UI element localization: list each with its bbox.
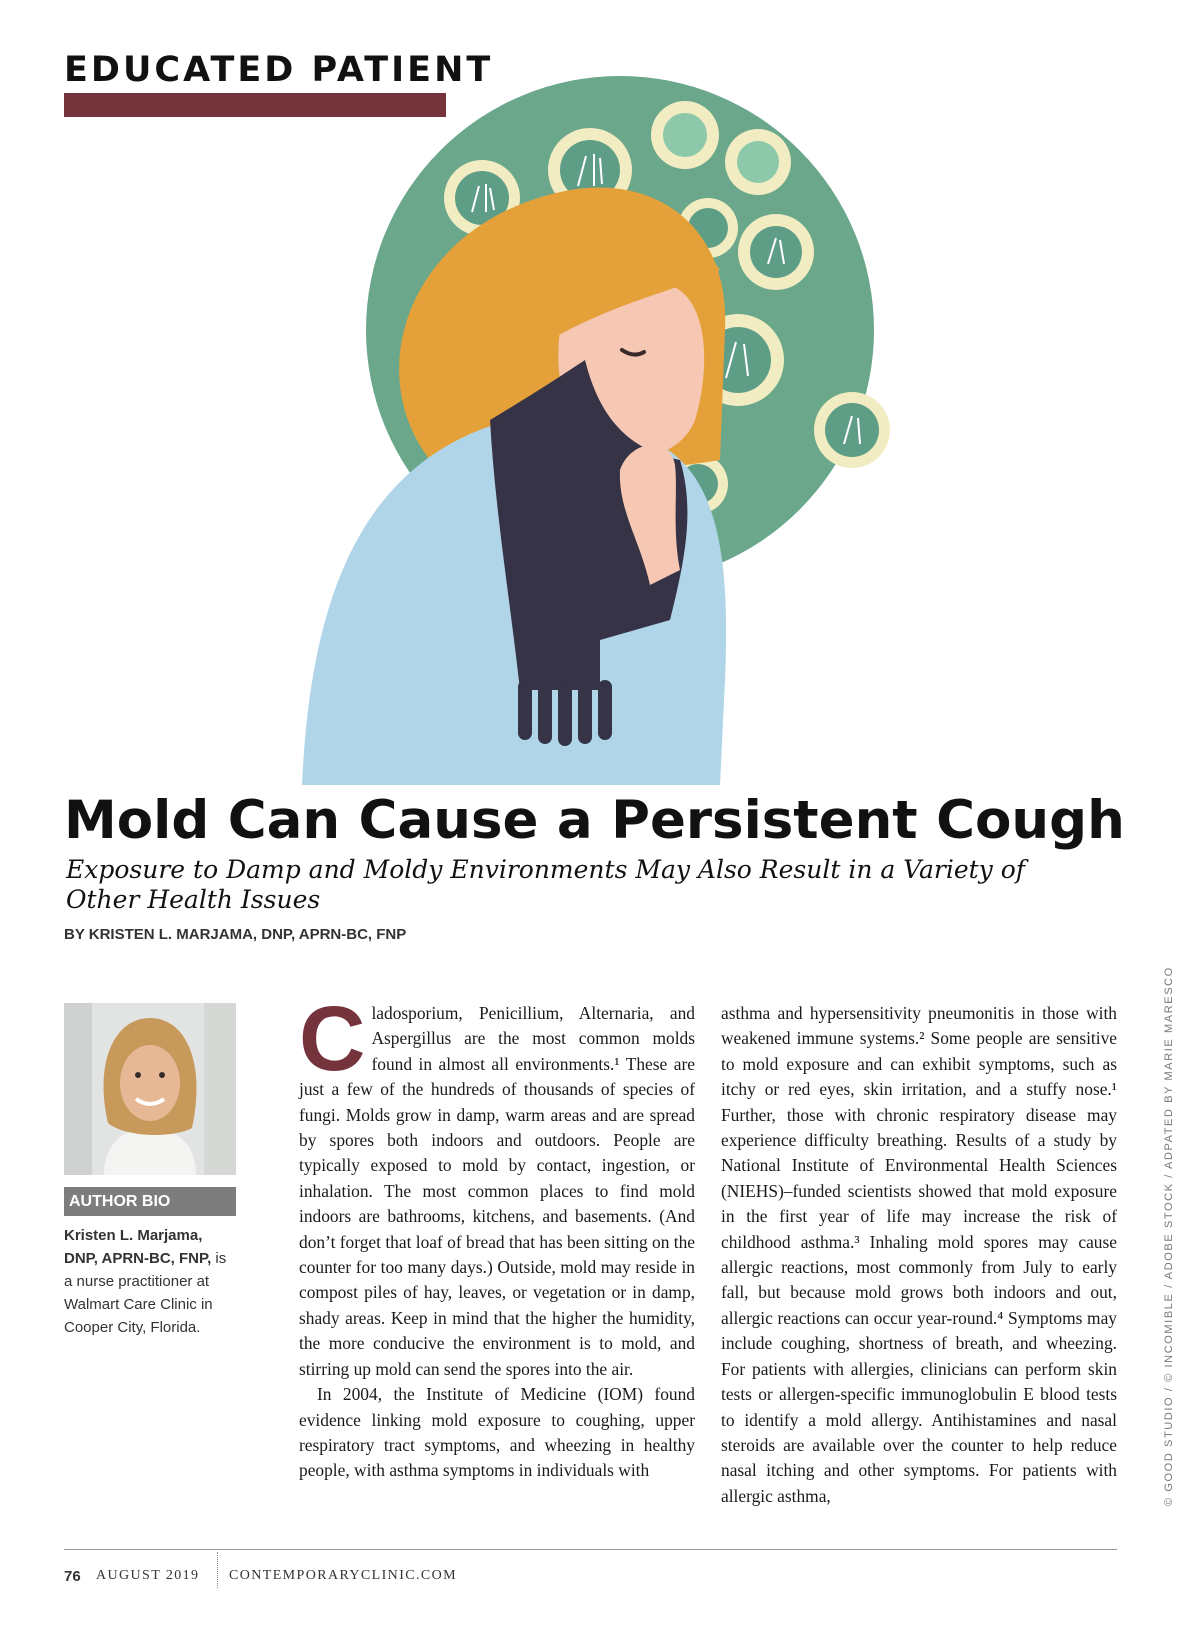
article-paragraph: [299, 988, 695, 1382]
paragraph-text: ladosporium, Penicillium, Alternaria, and Aspergillus are the most common molds found in almost all environments.¹ These are just a few of the hundreds of thousands of species of fungi. Molds grow in damp, warm areas and are spread by spores both indoors and outdoors. People are typically exposed to mold by contact, ingestion, or inhalation. The most common places to find mold indoors are bathrooms, kitchens, and basements. (And don’t forget that loaf of bread that has been sitting on the counter for too many days.) Outside, mold may reside in compost piles of hay, leaves, or vegetation or in damp, shady areas. Keep in mind that the higher the humidity, the more conducive the environment is to mold, and stirring up mold can send the spores into the air.: [299, 1003, 695, 1379]
footer-divider: [64, 1549, 1117, 1550]
image-credit: [1163, 966, 1175, 1518]
article-subtitle: Exposure to Damp and Moldy Environments May Also Result in a Variety of Other Health Issues: [66, 855, 1026, 914]
hero-illustration: [300, 40, 940, 785]
page-number: 76: [64, 1568, 81, 1585]
author-photo: [64, 1003, 236, 1175]
section-label: EDUCATED PATIENT: [64, 50, 494, 90]
article-title: Mold Can Cause a Persistent Cough: [64, 790, 1125, 851]
article-column-1: [299, 988, 695, 1484]
mold-spore: [814, 392, 890, 468]
website-link[interactable]: CONTEMPORARYCLINIC.COM: [229, 1568, 457, 1583]
article-byline: BY KRISTEN L. MARJAMA, DNP, APRN-BC, FNP: [64, 926, 407, 943]
image-credit-text: © GOOD STUDIO / © INCOMIBLE / ADOBE STOCK / ADPATED BY MARIE MARESCO: [1163, 966, 1175, 1506]
article-paragraph: In 2004, the Institute of Medicine (IOM) found evidence linking mold exposure to coughing, upper respiratory tract symptoms, and wheezing in healthy people, with asthma symptoms in individuals with: [299, 1384, 695, 1481]
drop-cap: C: [299, 988, 366, 1090]
author-bio-name: Kristen L. Marjama, DNP, APRN-BC, FNP,: [64, 1227, 212, 1267]
article-column-2: [721, 1001, 1117, 1509]
author-bio-text: [64, 1224, 236, 1339]
author-bio-description: is a nurse practitioner at Walmart Care Clinic in Cooper City, Florida.: [64, 1250, 227, 1336]
mold-spore: [725, 129, 791, 195]
author-bio-header: AUTHOR BIO: [64, 1187, 236, 1216]
footer-separator: [217, 1552, 218, 1588]
issue-date: AUGUST 2019: [96, 1568, 200, 1583]
mold-spore: [651, 101, 719, 169]
mold-spore: [738, 214, 814, 290]
article-paragraph: asthma and hypersensitivity pneumonitis in those with weakened immune systems.² Some people are sensitive to mold exposure and can exhibit symptoms, such as itchy or red eyes, skin irritation, and a stuffy nose.¹ Further, those with chronic respiratory disease may experience difficulty breathing. Results of a study by National Institute of Environmental Health Sciences (NIEHS)–funded scientists showed that mold exposure in the first year of life may increase the risk of childhood asthma.³ Inhaling mold spores may cause allergic reactions, most commonly from July to early fall, but because mold grows both indoors and out, allergic reactions can occur year-round.⁴ Symptoms may include coughing, shortness of breath, and wheezing. For patients with allergies, clinicians can perform skin tests or allergen-specific immunoglobulin E blood tests to identify a mold allergy. Antihistamines and nasal steroids are available over the counter to help reduce nasal itching and other symptoms. For patients with allergic asthma,: [721, 1003, 1117, 1506]
